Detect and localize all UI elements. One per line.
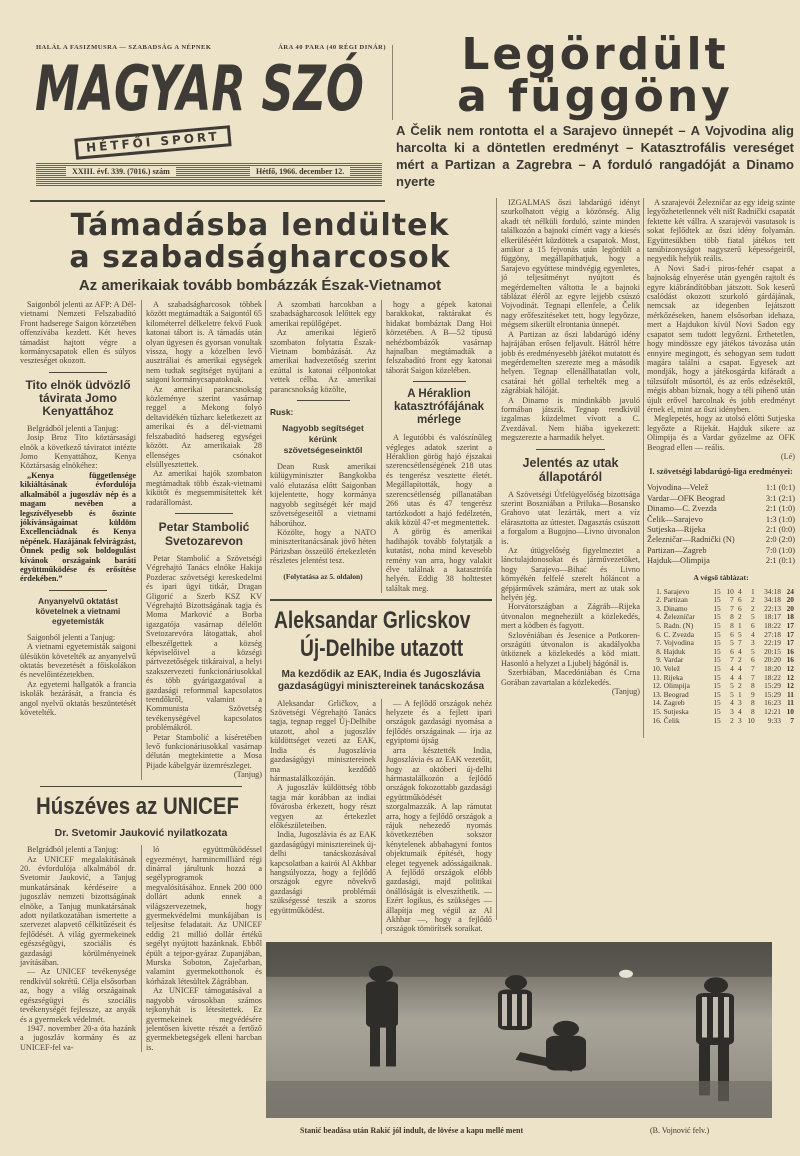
divider [413,381,466,382]
issue-bar [36,162,382,186]
unicef-subtitle: Dr. Svetomir Jauković nyilatkozata [54,827,228,840]
grlicskov-col1 [270,699,376,934]
paragraph: Az amerikai parancsnokság közleménye szerint vasárnap reggel a Mekong folyó deltavidékén tűzharc keletkezett az amerikai és a dél-vietnami felszabadító hadsereg egységei között. Az amerikaiak 28 ellenséges csónakot elsüllyesztettek. [146,384,262,469]
paragraph: — A fejlődő országok nehéz helyzete és a fejlett ipari országok gazdasági nyomása a fejlődés országainak — írja az egyiptomi újság [386,698,492,746]
standings-cell: 14. [652,698,662,708]
standings-cell: 16. [652,715,662,725]
standings-cell: 15. [652,706,662,716]
match-pair: Čelik—Sarajevo [647,514,703,524]
left-column-a [20,300,136,780]
team-name: Čelik [663,715,680,725]
divider [40,786,242,788]
paragraph: — Az UNICEF tevékenysége rendkívül sokrétű. Célja elsősorban az, hogy a világ országainak egészségügyi és szociális tevékenységét fejlessze, az anyák és a gyermekek védelmét. [20,967,136,1024]
paragraph: A Novi Sad-i piros-fehér csapat a bajnokság elnyerése után gyengén rajtolt és egyre kiábrándítóbban játszott. Sok keserű csalódást okozott szurkoló gárdájának, nemcsak az idegenben lejátszott mérkőzéseken, hanem elsősorban idehaza, mert a Hajdukon kívül Novi Sadon egy csapatot sem tudott legyőzni. Érthetetlen, hogy mindössze egy játékos távozása után ennyire megingott, és sehogyan sem tudott magára találni a csapat. Egyesek azt mondják, hogy a játékosgárda kifáradt a túlzsúfolt műsortól, és az erős edzésektől, mégis abban bíznak, hogy a téli pihenő után újult erővel harcolnak és jobb eredményt érnek el, mint az őszi idényben. [647,263,795,414]
paragraph: A szombati harcokban a szabadságharcosok lelőttek egy amerikai repülőgépet. [270,300,376,328]
team-name: Sutjeska [663,706,689,716]
match-pair: Vardar—OFK Beograd [647,493,725,503]
standings-cell: 15 [713,689,721,699]
match-pair: Partizan—Zagreb [647,545,707,555]
divider [49,590,107,591]
match-half: (0:0) [778,525,795,534]
standings-cell: 5. [656,621,662,630]
paragraph: A Szövetségi Útfelügyelőség bizottsága szerint Boszniában a Priluka—Bosansko Grahovo utat lezárták, mert a víz elárasztotta az úttestet. Dagasztás csúszott a forgalom a Bugojno—Livno útvonalon is. [501,489,640,546]
match-score: 7:0 [765,545,777,555]
result-row [647,525,795,535]
divider [270,599,492,601]
result-row [647,556,795,566]
vietnam-headline-line1: Támadásba lendültek [70,208,450,243]
standings-cell: 15 [713,663,721,673]
team-name: Rijeka [663,672,683,682]
standings-cell: 7 [730,595,734,605]
match-half: (0:1) [778,483,795,493]
paragraph: A szarajevói Železničar az egy ideig szinte legyőzhetetlennek vélt nišī Radnički csapatát fektette két vállra. A szarajevói vasutasok is sokat fejlődtek az őszi idény folyamán. Együttesükben több fiatal játékos tett tanúbizonyságot nagyszerű képességeiről, negyedik helyük reális. [647,198,795,264]
standings-cell: 16 [786,655,794,665]
vietnam-col2 [146,300,262,507]
team-name: Partizan [663,595,688,605]
paragraph: Közölte, hogy a NATO miniszteritanácsának jövő héten Párizsban összeülő értekezletén részletes jelentést tesz. [270,527,376,566]
standings-cell: 9:33 [767,715,781,725]
standings-cell: 18 [786,612,794,622]
right-column-b [647,198,795,725]
standings-cell: 10 [726,586,734,596]
standings-cell: 17 [786,638,794,648]
tito-headline: Tito elnök üdvözlő távirata Jomo Kenyattához [25,377,131,418]
rusk-headline: Nagyobb segítséget kérünk szövetségeseinktől [282,423,364,456]
standings-cell: 17 [786,621,794,630]
paragraph: Josip Broz Tito köztársasági elnök a következő táviratot intézte Jomo Kenyattához, Kenya Köztársaság elnökéhez: [20,433,136,471]
lead-headline-line2: a függöny [457,71,733,122]
standings-cell: 15 [713,672,721,682]
match-half: (0:1) [778,556,795,566]
match-pair: Hajduk—Olimpija [647,556,710,566]
middle-column-c [270,300,376,593]
standings-cell: 5 [730,638,734,648]
standings-cell: 1 [751,586,755,596]
photo-caption: Stanić beadása után Rakić jól indult, de lövése a kapu mellé ment [300,1126,524,1135]
standings-cell: 20:20 [764,655,781,665]
vietnam-subtitle: Az amerikaiak tovább bombázzák Észak-Vietnamot [78,277,442,294]
team-name: Olimpija [663,681,690,691]
divider [297,400,350,401]
slogan: HALÁL A FASIZMUSRA — SZABADSÁG A NÉPNEK [36,44,212,51]
paragraph: A görög és amerikai hadihajók tovább folytatják a kutatást, noha mind kevesebb remény van arra, hogy valakit élve találnak a katasztrófa helyén. Eddig 38 holttestet találtak meg. [386,527,492,593]
standings-cell: 12 [786,663,794,673]
paragraph: Az amerikai légierő szombaton folytatta Észak-Vietnam bombázását. Az amerikai hadvezetőség szerint ezúttal is katonai célpontokat vettek célba. Az amerikai parancsnokság közölte, [270,328,376,394]
standings-cell: 2 [738,681,742,691]
team-name: Sarajevo [663,586,690,596]
standings-cell: 16 [786,646,794,656]
unicef-headline-text: Húszéves az UNICEF [36,793,239,821]
team-name: Radn. (N) [663,621,694,630]
signature: (Lé) [780,451,795,461]
result-row [647,504,795,514]
standings-cell: 1. [656,586,662,596]
standings-cell: 12 [786,672,794,682]
grlicskov-subtitle: Ma kezdődik az EAK, India és Jugoszlávia gazdaságügyi minisztereinek tanácskozása [277,668,485,692]
standings-cell: 34:18 [764,595,781,605]
divider [496,198,497,920]
standings-cell: 15 [713,603,721,613]
paragraph: A Dinamo is mindinkább javuló formában játszik. Tegnap rendkívül izgalmas küzdelmet vívott a C. Zvezdával. Nem hiába igyekezett: megszerezte a harmadik helyet. [501,395,640,443]
hetfoi-sport-stamp: HÉTFŐI SPORT [74,125,231,160]
team-name: Beograd [663,689,689,699]
divider [265,300,266,920]
standings-cell: 15 [713,655,721,665]
paragraph: hogy a gépek katonai barakkokat, raktárakat és hidakat bombáztak Dang Hoi körzetében. A B—52 típusú nehézbombázók vasárnap hajnalban megtámadták a felszabadító front egy katonai táborát Saigon közelében. [386,300,492,375]
paragraph: Petar Stambolić a kíséretében levő funkcionáriusokkal vasárnap délután megtekintette a Mosa Pijade kábelgyár üzemrészleget. [146,732,262,770]
stambolic-headline: Petar Stambolić Svetozarevon [158,519,250,548]
left-column-b [141,300,262,780]
middle-region [270,300,492,934]
standings-table [647,588,795,726]
match-pair: Železničar—Radnički (N) [647,535,735,545]
divider [643,198,644,738]
roads-body [501,490,640,697]
lead-body-col2 [647,198,795,461]
standings-cell: 4 [738,706,742,716]
vietnam-col1 [20,300,136,366]
paragraph: IZGALMAS őszi labdarúgó idényt szurkolhatott végig a közönség. Alig akadt tét nélküli forduló, szinte minden találkozón a bajnoki címért vagy a kiesés elkerüléséért küzdöttek a csapatok. Most, amikor a 15 fejvonás után legördült a függöny, megállapíthatjuk, hogy a Sarajevo együttese mindvégig egyenletes, jó teljesítményt nyújtott és megérdemelten váltotta le a bajnoki táblázat éléről az egyre lejjebb csúszó Vojvodinát. Tegnapi ellenfele, a Čelik nagy erőfeszítéseket tett, hogy legyőzze, mégsem sikerült elrontania ünnepét. [501,198,640,330]
lead-headline-line1: Legördült [461,29,729,80]
paragraph: A vietnami egyetemisták saigoni ülésükön követelték az anyanyelvű oktatás bevezetését a főiskolákon és nevelőintézetekben. [20,642,136,680]
standings-cell: 12:21 [764,706,781,716]
divider [175,513,233,514]
right-column-a [501,198,640,697]
match-pair: Sutjeska—Rijeka [647,525,706,534]
standings-cell: 34:18 [764,586,781,596]
lead-subtitle: A Čelik nem rontotta el a Sarajevo ünnepét – A Vojvodina alig harcolta ki a döntetlen eredményt – Katasztrofális vereséget mért a Partizan a Zagrebra – A forduló rangadóját a Dinamo nyerte [396,123,794,189]
standings-cell: 6 [730,646,734,656]
match-photo [266,942,772,1118]
paragraph: „Kenya függetlensége kikiáltásának évfordulója alkalmából a jugoszláv nép és a magam nevében a legszívélyesebb és őszinte jókívánságaimat küldöm Excellenciádnak és Kenya népének. Hazájának felvirágzást, Önnek pedig sok boldogulást kívánok országaink baráti együttműködése és erősítése érdekében.” [20,470,136,584]
standings-cell: 5 [738,629,742,639]
standings-cell: 16:23 [764,698,781,708]
match-score: 2:1 [765,525,777,534]
paragraph: Az amerikai hajók szombaton megtámadtak több észak-vietnami kikötőt és megsemmisítettek két radarállomást. [146,469,262,507]
standings-title: A végső táblázat: [693,572,749,582]
paragraph: 1947. november 20-a óta hazánk a jugoszláv kormány és az UNICEF-fel va- [20,1023,136,1052]
roads-source: (Tanjug) [611,687,640,697]
standings-cell: 6. [656,629,662,639]
standings-cell: 15 [713,612,721,622]
standings-cell: 6 [751,655,755,665]
standings-cell: 3 [730,706,734,716]
divider [30,200,385,202]
rusk-body [270,462,376,565]
paragraph: Meglepetés, hogy az utolsó előtti Sutjeska legyőzte a Rijekát. Hajduk sikere az Olimpija és a Vardar győzelme az OFK Beograd ellen — reális. [647,414,795,452]
team-name: C. Zvezda [663,629,694,639]
standings-cell: 18:20 [764,663,781,673]
standings-cell: 8 [751,706,755,716]
masthead-logo [35,52,385,156]
results-title: I. szövetségi labdarúgó-liga eredményei: [649,467,793,477]
standings-cell: 11. [652,672,662,682]
standings-cell: 15 [713,621,721,630]
paragraph: Az UNICEF megalakításának 20. évfordulója alkalmából dr. Svetomir Jauković, a Tanjug munkatársának kérdéseire a jugoszláv nemzeti bizottságának elnöke, a Tanjug munkatársának adott nyilatkozatában ismertette a szervezet alapvető célkitűzéseit és fejlődését. A világ gyermekeinek egészségügyi, szociális és gazdasági körülményeinek javításában. [20,854,136,968]
issue-date: Hétfő, 1966. december 12. [250,167,350,176]
grlicskov-col2 [381,699,492,934]
paragraph: Szerbiában, Macedóniában és Crna Gorában zavartalan a közlekedés. [501,668,640,687]
results-list [647,483,795,566]
team-name: Vardar [663,655,684,665]
standings-cell: 9. [656,655,662,665]
standings-cell: 8. [656,646,662,656]
standings-cell: 10 [747,715,755,725]
result-row [647,494,795,504]
match-half: (1:0) [778,504,795,514]
standings-cell: 15 [713,681,721,691]
standings-cell: 3 [751,638,755,648]
result-row [647,483,795,493]
standings-cell: 4 [730,663,734,673]
standings-cell: 8 [730,612,734,622]
standings-cell: 5 [751,646,755,656]
standings-cell: 6 [751,621,755,630]
vietnam-headline-line2: a szabadságharcosok [69,240,451,275]
standings-cell: 15 [713,586,721,596]
standings-cell: 8 [751,681,755,691]
unicef-col1 [20,845,136,1052]
match-score: 2:0 [765,535,777,545]
standings-cell: 10 [786,706,794,716]
photo-credit: (B. Vojnović felv.) [650,1126,710,1135]
standings-cell: 15 [713,595,721,605]
vietnam-headline [30,210,490,274]
standings-cell: 7 [790,715,794,725]
paragraph: Saigonból jelenti a Tanjug: [27,632,116,642]
standings-cell: 17 [786,629,794,639]
stambolic-source: (Tanjug) [233,770,262,780]
standings-cell: 4 [738,672,742,682]
standings-cell: 15 [713,698,721,708]
paragraph: Belgrádból jelenti a Tanjug: [27,423,119,433]
standings-row [647,717,795,726]
football-scene-image [266,942,772,1118]
standings-cell: 4 [738,663,742,673]
team-name: Vojvodina [663,638,694,648]
grlicskov-headline-line2: Új-Delhibe utazott [300,634,464,662]
standings-cell: 27:18 [764,629,781,639]
rusk-kicker: Rusk: [270,407,294,418]
middle-column-d [381,300,492,593]
standings-cell: 4 [730,672,734,682]
roads-headline: Jelentés az utak állapotáról [522,455,619,484]
standings-cell: 1 [738,621,742,630]
match-half: (1:0) [778,545,795,555]
team-name: Hajduk [663,646,686,656]
lead-headline [410,29,780,122]
result-row [647,546,795,556]
standings-cell: 18:22 [764,621,781,630]
standings-cell: 15 [713,706,721,716]
team-name: Dinamo [663,603,688,613]
standings-cell: 2 [738,612,742,622]
standings-cell: 4 [738,646,742,656]
paragraph: A legutóbbi és valószínűleg végleges adatok szerint a Héraklion görög hajó éjszakai szerencsétlenségének 218 utas és tengerész vesztette életét. Megállapították, hogy a szerencsétlenség pillanatában 266 utas és 47 tengerész tartózkodott a hajó fedélzetén, akik közül 47-et megmentettek. [386,433,492,527]
heraklion-headline: A Héraklion katasztrófájának mérlege [393,388,485,427]
students-body [20,633,136,718]
paragraph: ló együttműködéssel egyezményt, harmincmilliárd régi dinárral járultunk hozzá a segélyprogramok megvalósításához. Ennek 200 000 dollárt adunk ennek a világszervezetnek, hogy gyermekvédelmi munkájában is teljesítse feladatait. Az UNICEF eddig 21 millió dollár értékű segélyt nyújtott hazánknak. Ebből épült a tejpor-gyáraz Zupanjában, Murska Soboton, Zaječarban, valamint gyermekotthonok és kórházak létesültek Zágrábban. [146,845,262,986]
standings-cell: 2 [751,595,755,605]
lead-body-col1 [501,198,640,443]
standings-cell: 4 [730,698,734,708]
standings-cell: 7 [730,655,734,665]
paragraph: Az egyetemi hallgatók a francia iskolák bezárását, a francia és angol nyelvű oktatás beszüntetését követelték. [20,679,136,717]
paragraph: India, Jugoszlávia és az EAK gazdaságügyi minisztereinek új-delhi tanácskozásával kapcsolatban a kairói Al Akhbar hangsúlyozza, hogy a fejlődő országok egyre növekvő gazdasági problémái szükségessé teszik a szoros együttműködést. [270,830,376,915]
continued-note: (Folytatása az 5. oldalon) [283,571,363,581]
standings-cell: 15:29 [764,681,781,691]
standings-cell: 8 [751,698,755,708]
divider [392,45,393,120]
paragraph: A szabadságharcosok többek között megtámadták a Saigontól 65 kilométerrel délkeletre fekvő Fuok katonai tábort is. A támadás után olyan ügyesen és gyorsan vonultak vissza, hogy a közelben levő ausztráliai és amerikai egységek nem tudtak segítséget nyújtani a saigoni kormánycsapatoknak. [146,300,262,385]
students-headline: Anyanyelvű oktatást követelnek a vietnami egyetemisták [35,596,121,626]
standings-cell: 13. [652,689,662,699]
standings-cell: 5 [730,681,734,691]
unicef-col2 [141,845,262,1052]
match-half: (2:0) [778,535,795,545]
divider [536,449,606,450]
paragraph: Belgrádból jelenti a Tanjug: [27,845,119,855]
standings-cell: 24 [786,586,794,596]
standings-cell: 4 [738,586,742,596]
paragraph: arra késztették India, Jugoszlávia és az EAK vezetőit, hogy az októberi új-delhi hármastalálkozón a fejlődő országok fokozottabb gazdasági együttműködését szorgalmazzák. A lap rámutat arra, hogy a fejlődő országok a rájuk nehezedő nyomás következtében sokszor kénytelenek abbahagyni fontos objektumaik építését, hogy eleget tegyenek adósságaiknak. A fejlődő országok előbb gazdasági, majd politikai önállóságát is elveszíthetik. — Ezért logikus, és szükséges — állapítja meg végül az Al Akhbar —, hogy a fejlődő országok tömörítsék soraikat. [386,745,492,934]
standings-cell: 7 [751,672,755,682]
result-row [647,515,795,525]
paragraph: Aleksandar Grličkov, a Szövetségi Végrehajtó Tanács tagja, tegnap reggel Új-Delhibe utazott, ahol a jugoszláv küldöttséget vezeti az EAK, India és Jugoszlávia gazdaságügyi minisztereinek ma kezdődő hármastalálkozóján. [270,698,376,783]
match-score: 2:1 [765,556,777,566]
standings-cell: 4. [656,612,662,622]
paragraph: Szlovéniában és Jesenice a Potkoren-országúti útvonalon is akadályokba ütköznek a közlekedés a köd miatt. Hasonló a helyzet a Ljubelj hágónál is. [501,630,640,668]
unicef-headline [20,793,262,821]
paragraph: Az útügyelőség figyelmeztet a lánctulajdonosokat és járművezetőket, hogy Sarajevo—Bihać és Livno környékén felfelé szerelt hóláncot a gépjárművek számára, mert az utak sok helyén jég. [501,546,640,603]
match-score: 1:1 [765,483,777,493]
standings-cell: 9 [751,689,755,699]
vietnam-col3 [270,300,376,394]
standings-cell: 15:29 [764,689,781,699]
vietnam-col4 [386,300,492,375]
standings-cell: 5 [730,689,734,699]
standings-cell: 22:13 [764,603,781,613]
team-name: Velež [663,663,681,673]
masthead-title: MAGYAR SZÓ [35,52,364,125]
standings-cell: 6 [738,595,742,605]
standings-cell: 6 [730,629,734,639]
standings-cell: 11 [787,689,794,699]
standings-cell: 20 [786,603,794,613]
paragraph: A Partizan az őszi labdarúgó idény hajrájában erősen feljavult. Hátról hétre jobb és eredményesebb játékot mutatott és megérdemelten szerezte meg a második helyen. Tegnap ellenállhatatlan volt, csatárai hét góllal terhelték meg a zágrábiak hálóját. [501,329,640,396]
standings-cell: 4 [751,629,755,639]
paragraph: Saigonból jelenti az AFP: A Dél-vietnami Nemzeti Felszabadító Front hadserege Saigon körzetében offenzívába kezdett. Két heves támadást hajtott végre a kormánycsapatok ellen és súlyos veszteséget okozott. [20,300,136,366]
match-score: 1:3 [765,514,777,524]
standings-cell: 15 [713,629,721,639]
standings-cell: 20 [786,595,794,605]
match-half: (2:1) [778,493,795,503]
standings-cell: 18:17 [764,612,781,622]
result-row [647,535,795,545]
divider [49,372,107,373]
standings-cell: 7. [656,638,662,648]
standings-cell: 15 [713,715,721,725]
standings-cell: 5 [751,612,755,622]
paragraph: Az UNICEF támogatásával a nagyobb városokban számos tejkonyhát is létesítettek. Ez gyermekeinek megvédésére jelentősen kivette részét a fertőző gyermekbetegségek elleni harcban is. [146,986,262,1052]
standings-cell: 11 [787,698,794,708]
standings-cell: 8 [730,621,734,630]
left-region [20,300,262,1052]
standings-cell: 6 [738,603,742,613]
match-pair: Vojvodina—Velež [647,483,709,493]
issue-number: XXIII. évf. 339. (7016.) szám [66,167,176,176]
standings-cell: 20:15 [764,646,781,656]
standings-cell: 18:22 [764,672,781,682]
match-score: 3:1 [765,493,777,503]
heraklion-body [386,433,492,593]
standings-cell: 3 [738,715,742,725]
team-name: Železničar [663,612,695,622]
standings-cell: 2 [730,715,734,725]
price: ÁRA 40 PARA (40 RÉGI DINÁR) [278,44,386,51]
standings-cell: 7 [751,663,755,673]
grlicskov-headline [270,607,492,663]
paragraph: A jugoszláv küldöttség több tagja már korábban az indiai fővárosba érkezett, hogy részt vegyen az értekezlet előkészületeiben. [270,783,376,830]
paragraph: Dean Rusk amerikai külügyminiszter Bangkokba való elutazása előtt Saigonban kijelentette, hogy kormánya nagyobb segítségét kér majd szövetségeseitől a vietnami háborúhoz. [270,462,376,528]
standings-cell: 15 [713,638,721,648]
standings-cell: 3 [738,698,742,708]
standings-cell: 3. [656,603,662,613]
standings-cell: 7 [730,603,734,613]
standings-cell: 1 [738,689,742,699]
standings-cell: 2 [738,655,742,665]
grlicskov-headline-line1: Aleksandar Grlicskov [274,606,471,634]
team-name: Zagreb [663,698,685,708]
paragraph: Petar Stambolić a Szövetségi Végrehajtó Tanács elnöke Hakija Pozderac szövetségi kereskedelmi és ipari ügyi titkár, Dragan Gligorić a Szerb KSZ KV Végrehajtó Bizottságának tagja és Moma Marković a Borba igazgatója vasárnap délelőtt Svetozarevóra látogattak, ahol elbeszélgettek a község képviselőivel a községi pártvezetőségek titkáraival, a helyi szakszervezeti funkcionáriusokkal és több gyárigazgatóval a gazdasági reformmal kapcsolatos teendőkről, valamint a Kommunista Szövetség tevékenységével kapcsolatos problémákról. [146,553,262,733]
tito-body [20,424,136,584]
standings-cell: 7 [738,638,742,648]
match-pair: Dinamo—C. Zvezda [647,504,717,514]
stambolic-body [146,554,262,780]
match-half: (1:0) [778,514,795,524]
standings-cell: 12 [786,681,794,691]
standings-cell: 15 [713,646,721,656]
standings-cell: 10. [652,663,662,673]
standings-cell: 2. [656,595,662,605]
standings-cell: 22:19 [764,638,781,648]
match-score: 2:1 [765,504,777,514]
paragraph: Horvátországban a Zágráb—Rijeka útvonalon megnehezült a közlekedés, mert a ködben és fagyott. [501,602,640,631]
standings-cell: 2 [751,603,755,613]
standings-cell: 12. [652,681,662,691]
